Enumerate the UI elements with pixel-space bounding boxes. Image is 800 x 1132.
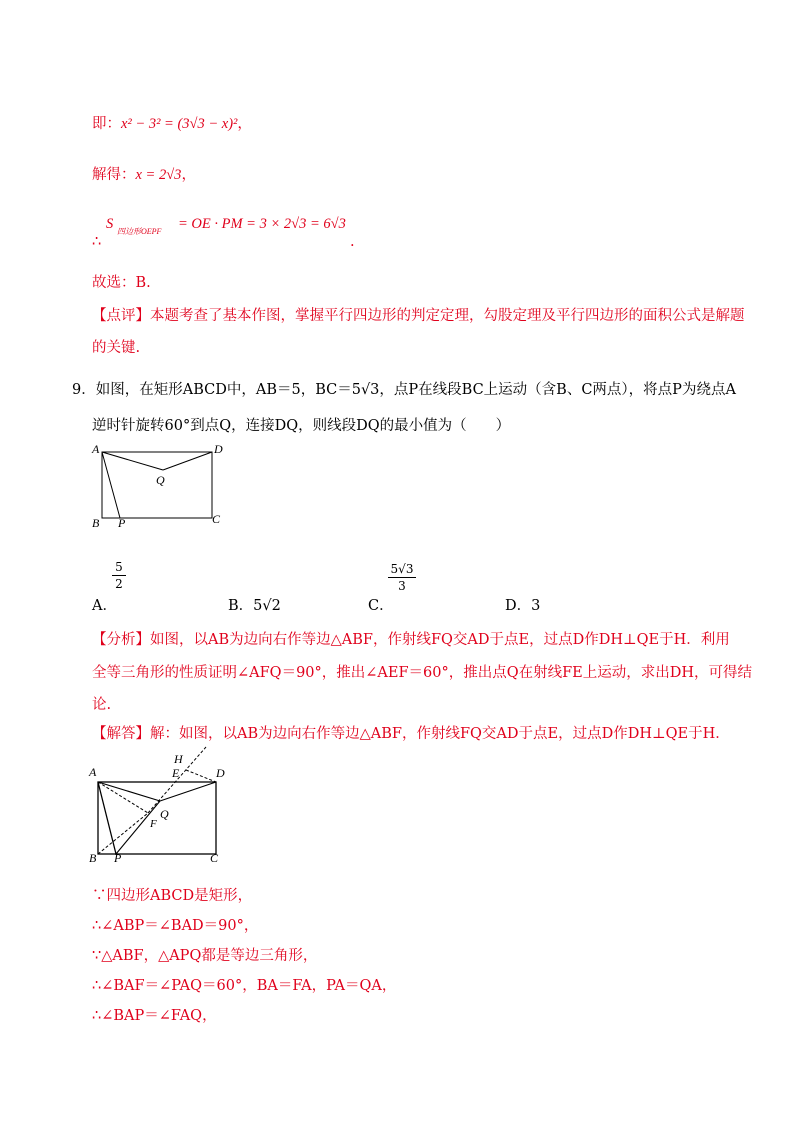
fraction-bar <box>112 575 126 576</box>
fraction-bar <box>388 577 416 578</box>
therefore-symbol: ∴ <box>92 234 102 250</box>
review-line-2: 的关键. <box>92 340 141 356</box>
option-a-label: A． <box>92 598 117 614</box>
label-c: C <box>210 851 219 865</box>
solution-step: ∴∠ABP＝∠BAD＝90°， <box>92 918 259 934</box>
segment-qd <box>160 782 216 801</box>
option-b-label: B． <box>228 598 254 614</box>
option-d-value: 3 <box>531 598 541 614</box>
label-a: A <box>89 765 97 779</box>
review-text: 本题考查了基本作图，掌握平行四边形的判定定理，勾股定理及平行四边形的面积公式是解题 <box>150 308 745 324</box>
solution-heading <box>92 722 730 743</box>
numerator: 5√3 <box>390 562 414 576</box>
option-b-value: 5√2 <box>253 598 281 614</box>
segment-dh <box>186 770 216 782</box>
label-q: Q <box>156 473 165 487</box>
option-d <box>505 594 540 615</box>
analysis-line-3: 论. <box>92 697 112 713</box>
segment-aq <box>102 452 163 470</box>
label-f: F <box>150 818 157 830</box>
area-subscript: 四边形OEPF <box>117 227 162 236</box>
question-text: 如图，在矩形ABCD中，AB＝5，BC＝5√3，点P在线段BC上运动（含B、C两点），将点P为绕点A <box>95 382 736 398</box>
label-d: D <box>216 766 225 780</box>
label-b: B <box>92 516 100 530</box>
denominator: 2 <box>115 577 123 591</box>
analysis-line-1 <box>92 628 730 649</box>
equation: x² − 3² = (3√3 − x)² <box>121 116 238 132</box>
label-h: H <box>174 752 183 766</box>
label-c: C <box>212 512 221 526</box>
label-p: P <box>118 516 126 530</box>
label-b: B <box>89 851 97 865</box>
option-c-label: C． <box>368 598 394 614</box>
segment-qd <box>163 452 212 470</box>
option-b <box>228 594 281 615</box>
label-p: P <box>114 851 122 865</box>
segment-aq <box>98 782 160 801</box>
question-9-line-1 <box>72 378 736 399</box>
segment-ap <box>98 782 116 854</box>
text-suffix: ， <box>181 167 196 183</box>
analysis-line-2: 全等三角形的性质证明∠AFQ＝90°，推出∠AEF＝60°，推出点Q在射线FE上运动，求出DH，可得结 <box>92 665 753 681</box>
option-d-label: D． <box>505 598 532 614</box>
label-q: Q <box>160 807 169 821</box>
segment-af <box>98 782 148 813</box>
option-a-fraction <box>112 560 126 591</box>
denominator: 3 <box>398 579 406 593</box>
text-suffix: ， <box>237 116 252 132</box>
solution-line-1 <box>92 112 252 133</box>
numerator: 5 <box>115 560 123 574</box>
period: . <box>350 234 355 250</box>
answer-line: 故选：B. <box>92 275 151 291</box>
segment-ap <box>102 452 120 518</box>
text-prefix: 解得： <box>92 167 136 183</box>
analysis-text: 如图，以AB为边向右作等边△ABF，作射线FQ交AD于点E，过点D作DH⊥QE于H．利用 <box>150 632 730 648</box>
equation: x = 2√3 <box>135 167 182 183</box>
option-c-fraction <box>388 562 416 593</box>
question-number: 9． <box>72 382 96 398</box>
solution-step: ∴∠BAP＝∠FAQ， <box>92 1008 217 1024</box>
segment-bf <box>98 813 148 854</box>
review-line-1 <box>92 304 745 325</box>
solution-line-2 <box>92 163 196 184</box>
label-d: D <box>214 442 223 456</box>
solution-figure <box>86 745 234 870</box>
analysis-tag: 【分析】 <box>92 632 150 648</box>
solution-text: 解：如图，以AB为边向右作等边△ABF，作射线FQ交AD于点E，过点D作DH⊥QE于H． <box>150 726 730 742</box>
solution-tag: 【解答】 <box>92 726 150 742</box>
text-prefix: 即： <box>92 116 121 132</box>
solution-step: ∵四边形ABCD是矩形， <box>92 888 253 904</box>
label-a: A <box>92 442 100 456</box>
area-symbol: S <box>106 216 114 232</box>
question-9-line-2: 逆时针旋转60°到点Q，连接DQ，则线段DQ的最小值为（ ） <box>92 418 511 434</box>
label-e: E <box>172 766 180 780</box>
solution-step: ∵△ABF，△APQ都是等边三角形， <box>92 948 318 964</box>
question-figure <box>88 440 228 530</box>
equation: = OE · PM = 3 × 2√3 = 6√3 <box>178 216 346 232</box>
solution-step: ∴∠BAF＝∠PAQ＝60°，BA＝FA，PA＝QA， <box>92 978 397 994</box>
review-tag: 【点评】 <box>92 308 150 324</box>
